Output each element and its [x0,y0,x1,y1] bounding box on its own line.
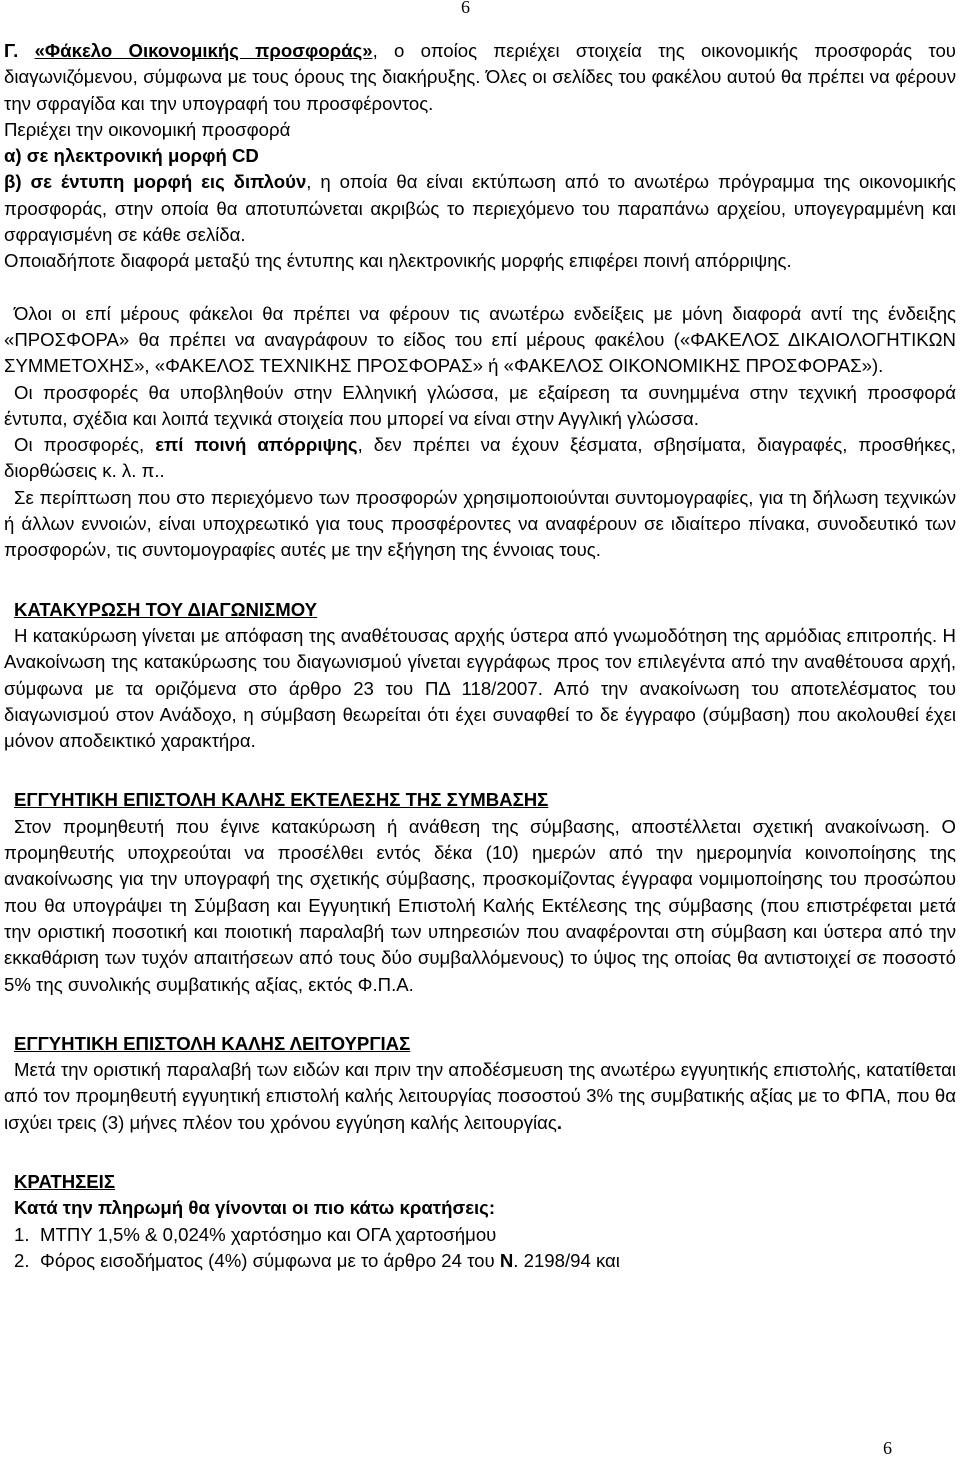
performance-guarantee-heading: ΕΓΓΥΗΤΙΚΗ ΕΠΙΣΤΟΛΗ ΚΑΛΗΣ ΕΚΤΕΛΕΣΗΣ ΤΗΣ ΣΥΜΒΑΣΗΣ [14,789,549,811]
withholdings-heading: ΚΡΑΤΗΣΕΙΣ [14,1170,116,1192]
withholdings-subheading: Κατά την πληρωμή θα γίνονται οι πιο κάτω κρατήσεις: [14,1197,496,1219]
list-item: 1. ΜΤΠΥ 1,5% & 0,024% χαρτόσημο και ΟΓΑ χαρτοσήμου [14,1223,497,1245]
section-g-difference: Οποιαδήποτε διαφορά μεταξύ της έντυπης και ηλεκτρονικής μορφής επιφέρει ποινή απόρριψης. [4,250,792,272]
section-g-intro [4,38,956,117]
section-g-contains: Περιέχει την οικονομική προσφορά [4,118,291,140]
award-heading: ΚΑΤΑΚΥΡΩΣΗ ΤΟΥ ΔΙΑΓΩΝΙΣΜΟΥ [14,598,318,620]
operation-guarantee-heading: ΕΓΓΥΗΤΙΚΗ ΕΠΙΣΤΟΛΗ ΚΑΛΗΣ ΛΕΙΤΟΥΡΓΙΑΣ [14,1032,411,1054]
withholdings-list [4,1222,956,1275]
section-g-title: «Φάκελο Οικονομικής προσφοράς» [34,40,373,61]
envelopes-paragraph: Όλοι οι επί μέρους φάκελοι θα πρέπει να φέρουν τις ανωτέρω ενδείξεις με μόνη διαφορά αντί της ένδειξης «ΠΡΟΣΦΟΡΑ» θα πρέπει να αναγράφουν το είδος του επί μέρους φακέλου («ΦΑΚΕΛΟΣ ΔΙΚΑΙΟΛΟΓΗΤΙΚΩΝ ΣΥΜΜΕΤΟΧΗΣ», «ΦΑΚΕΛΟΣ ΤΕΧΝΙΚΗΣ ΠΡΟΣΦΟΡΑΣ» ή «ΦΑΚΕΛΟΣ ΟΙΚΟΝΟΜΙΚΗΣ ΠΡΟΣΦΟΡΑΣ»). [4,302,956,377]
language-paragraph: Οι προσφορές θα υποβληθούν στην Ελληνική γλώσσα, με εξαίρεση τα συνημμένα στην τεχνική προσφορά έντυπα, σχέδια και λοιπά τεχνικά στοιχεία που μπορεί να είναι στην Αγγλική γλώσσα. [4,381,956,429]
page-number-bottom: 6 [883,1438,892,1458]
erasure-paragraph: Οι προσφορές, επί ποινή απόρριψης, δεν πρέπει να έχουν ξέσματα, σβησίματα, διαγραφές, προσθήκες, διορθώσεις κ. λ. π.. [4,434,956,482]
list-item: 2. Φόρος εισοδήματος (4%) σύμφωνα με το άρθρο 24 του Ν. 2198/94 και [14,1249,620,1271]
section-g-item-a: α) σε ηλεκτρονική μορφή CD [4,145,259,167]
operation-guarantee-text: Μετά την οριστική παραλαβή των ειδών και πριν την αποδέσμευση της ανωτέρω εγγυητικής επιστολής, κατατίθεται από τον προμηθευτή εγγυητική επιστολή καλής λειτουργίας ποσοστού 3% της συμβατικής αξίας με το ΦΠΑ, που θα ισχύει τρεις (3) μήνες πλέον του χρόνου εγγύηση καλής λειτουργίας. [4,1059,956,1133]
document-body [4,38,956,1274]
section-g-item-b: β) σε έντυπη μορφή εις διπλούν, η οποία θα είναι εκτύπωση από το ανωτέρω πρόγραμμα της οικονομικής προσφοράς, στην οποία θα αποτυπώνεται ακριβώς το περιεχόμενο του παραπάνω αρχείου, υπογεγραμμένη και σφραγισμένη σε κάθε σελίδα. [4,171,956,246]
section-g-prefix: Γ. [4,40,19,61]
page-number-top: 6 [461,0,470,17]
award-text: Η κατακύρωση γίνεται με απόφαση της αναθέτουσας αρχής ύστερα από γνωμοδότηση της αρμόδιας επιτροπής. Η Ανακοίνωση της κατακύρωσης του διαγωνισμού γίνεται εγγράφως προς τον επιλεγέντα από την αναθέτουσα αρχή, σύμφωνα με τα οριζόμενα στο άρθρο 23 του ΠΔ 118/2007. Από την ανακοίνωση του αποτελέσματος του διαγωνισμού στον Ανάδοχο, η σύμβαση θεωρείται ότι έχει συναφθεί το δε έγγραφο (σύμβαση) που ακολουθεί έχει μόνον αποδεικτικό χαρακτήρα. [4,624,956,752]
section-g-intro-text: , ο οποίος περιέχει στοιχεία της οικονομικής προσφοράς του διαγωνιζόμενου, σύμφωνα με τους όρους της διακήρυξης. Όλες οι σελίδες του φακέλου αυτού θα πρέπει να φέρουν την σφραγίδα και την υπογραφή του προσφέροντος. [4,40,956,114]
performance-guarantee-text: Στον προμηθευτή που έγινε κατακύρωση ή ανάθεση της σύμβασης, αποστέλλεται σχετική ανακοίνωση. Ο προμηθευτής υποχρεούται να προσέλθει εντός δέκα (10) ημερών από την ημερομηνία κοινοποίησης της ανακοίνωσης για την υπογραφή της σχετικής σύμβασης, προσκομίζοντας έγγραφα νομιμοποίησης του προσώπου που θα υπογράψει τη Σύμβαση και Εγγυητική Επιστολή Καλής Εκτέλεσης της σύμβασης (που επιστρέφεται μετά την οριστική ποσοτική και ποιοτική παραλαβή των υπηρεσιών που αναφέρονται στη σύμβαση και ύστερα από την εκκαθάριση των τυχόν απαιτήσεων από τους δύο συμβαλλόμενους) το ύψος της οποίας θα αντιστοιχεί σε ποσοστό 5% της συνολικής συμβατικής αξίας, εκτός Φ.Π.Α. [4,815,956,995]
abbreviations-paragraph: Σε περίπτωση που στο περιεχόμενο των προσφορών χρησιμοποιούνται συντομογραφίες, για τη δήλωση τεχνικών ή άλλων εννοιών, είναι υποχρεωτικό για τους προσφέροντες να αναφέρουν σε ιδιαίτερο πίνακα, συνοδευτικό των προσφορών, τις συντομογραφίες αυτές με την εξήγηση της έννοιας τους. [4,486,956,561]
